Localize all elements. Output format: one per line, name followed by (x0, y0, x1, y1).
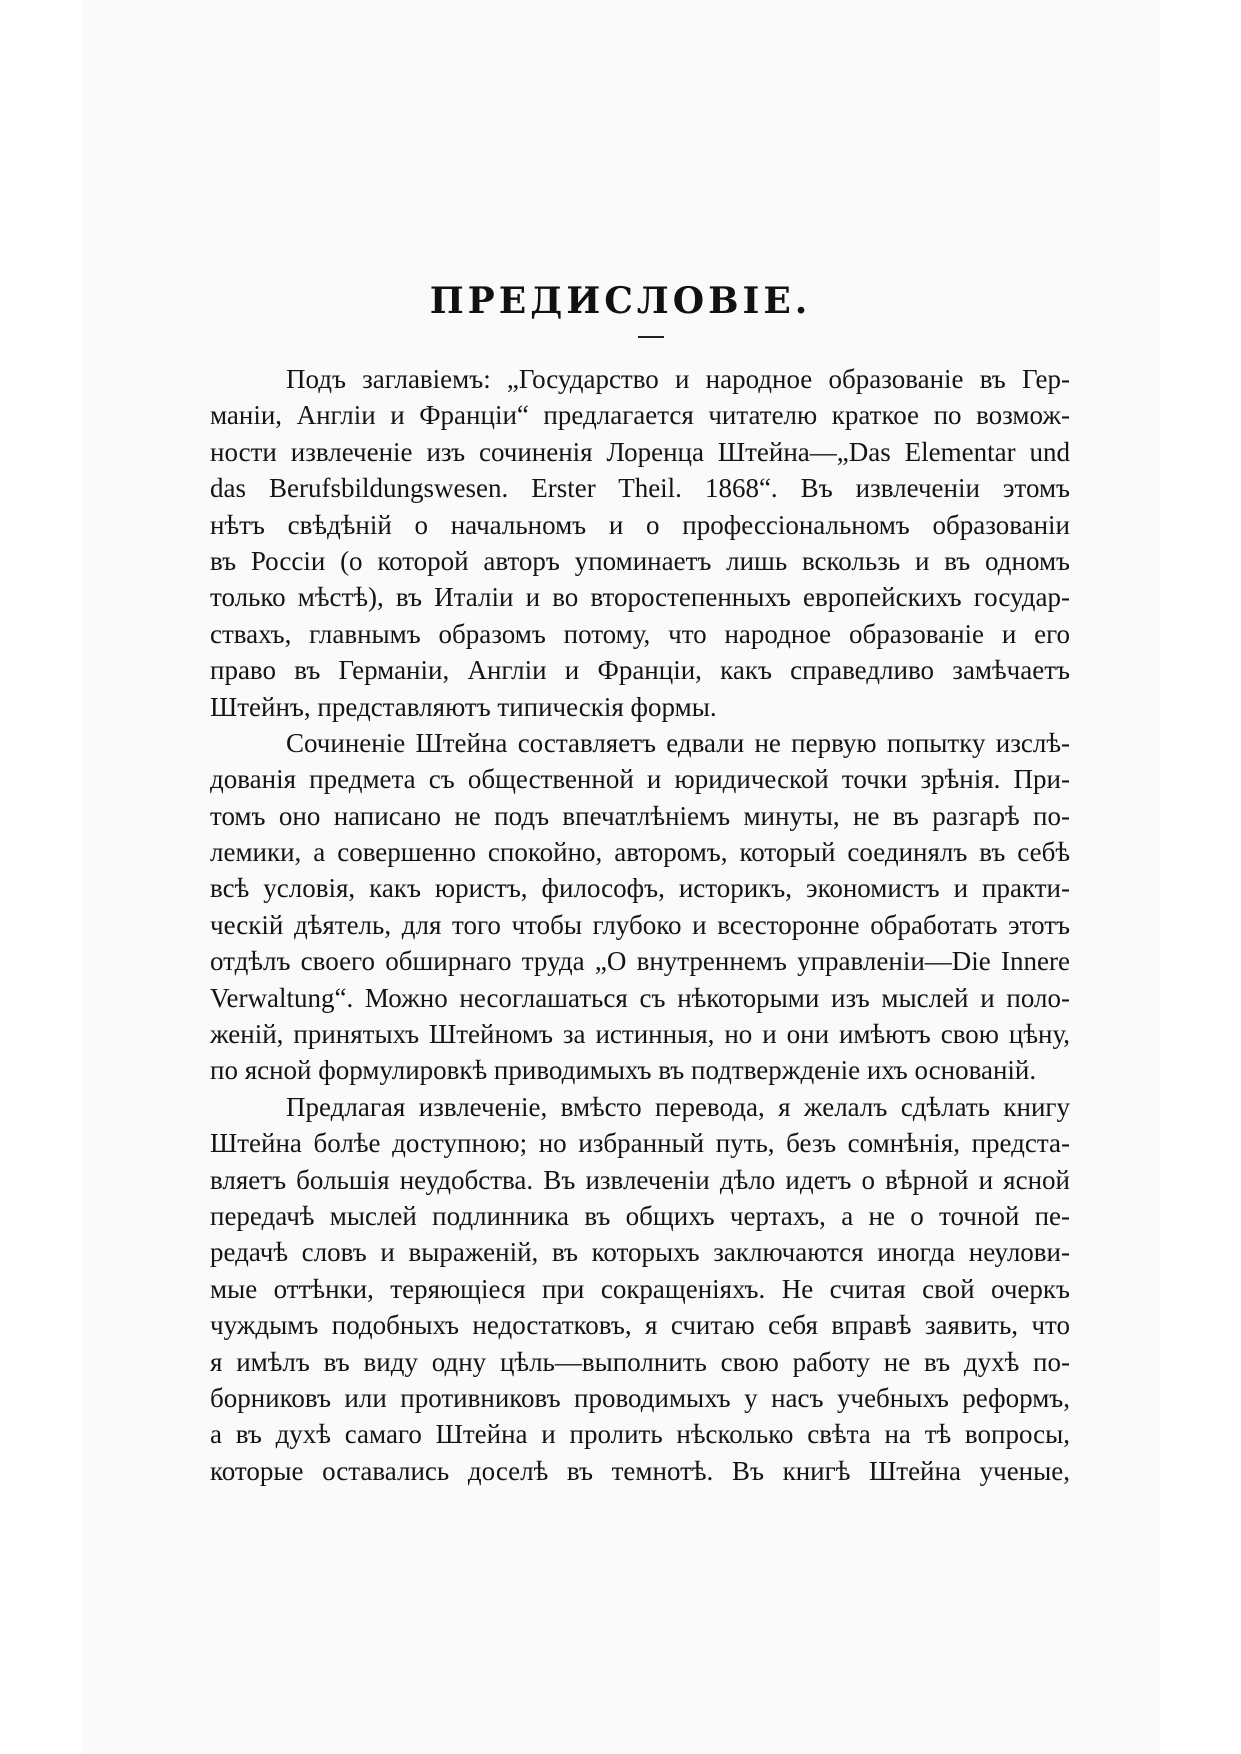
body-text (210, 361, 1070, 1489)
text-line: передачѣ мыслей подлинника въ общихъ чертахъ, а не о точной пе- (210, 1200, 1070, 1231)
text-line: Verwaltung“. Можно несоглашаться съ нѣкоторыми изъ мыслей и поло- (210, 982, 1070, 1013)
text-line: Штейна болѣе доступною; но избранный путь, безъ сомнѣнія, предста- (210, 1128, 1070, 1159)
page-title: ПРЕДИСЛОВІЕ. (429, 280, 812, 322)
text-line: борниковъ или противниковъ проводимыхъ у насъ учебныхъ реформъ, (210, 1382, 1070, 1413)
paragraph-1 (210, 361, 1070, 725)
text-line: только мѣстѣ), въ Италіи и во второстепенныхъ европейскихъ государ- (210, 582, 1070, 613)
text-line: маніи, Англіи и Франціи“ предлагается читателю краткое по возмож- (210, 400, 1070, 431)
text-line: по ясной формулировкѣ приводимыхъ въ подтвержденіе ихъ основаній. (210, 1055, 1037, 1086)
text-line: дованія предмета съ общественной и юридической точки зрѣнія. При- (210, 764, 1070, 795)
paragraph-2 (210, 725, 1070, 1089)
text-line: редачѣ словъ и выраженій, въ которыхъ заключаются иногда неулови- (210, 1237, 1070, 1268)
text-line: томъ оно написано не подъ впечатлѣніемъ минуты, не въ разгарѣ по- (210, 800, 1070, 831)
text-line: мые оттѣнки, теряющіеся при сокращеніяхъ. Не считая свой очеркъ (210, 1273, 1070, 1304)
text-line: das Berufsbildungswesen. Erster Theil. 1868“. Въ извлеченіи этомъ (210, 473, 1070, 504)
text-line: всѣ условія, какъ юристъ, философъ, историкъ, экономистъ и практи- (210, 873, 1070, 904)
text-line: которые оставались доселѣ въ темнотѣ. Въ книгѣ Штейна ученые, (210, 1455, 1070, 1486)
text-line: ствахъ, главнымъ образомъ потому, что народное образованіе и его (210, 618, 1070, 649)
text-line: чуждымъ подобныхъ недостатковъ, я считаю себя вправѣ заявить, что (210, 1310, 1070, 1341)
text-line: Сочиненіе Штейна составляетъ едвали не первую попытку изслѣ- (286, 727, 1070, 758)
title-divider (638, 336, 664, 338)
text-line: я имѣлъ въ виду одну цѣль—выполнить свою работу не въ духѣ по- (210, 1346, 1070, 1377)
text-line: Предлагая извлеченіе, вмѣсто перевода, я желалъ сдѣлать книгу (286, 1091, 1070, 1122)
text-line: лемики, а совершенно спокойно, авторомъ, который соединялъ въ себѣ (210, 837, 1070, 868)
text-line: нѣтъ свѣдѣній о начальномъ и о профессіональномъ образованіи (210, 509, 1070, 540)
text-line: женій, принятыхъ Штейномъ за истинныя, но и они имѣютъ свою цѣну, (210, 1019, 1070, 1050)
text-line: право въ Германіи, Англіи и Франціи, какъ справедливо замѣчаетъ (210, 655, 1070, 686)
text-line: а въ духѣ самаго Штейна и пролить нѣсколько свѣта на тѣ вопросы, (210, 1419, 1070, 1450)
text-line: ческій дѣятель, для того чтобы глубоко и всесторонне обработать этотъ (210, 909, 1070, 940)
text-line: вляетъ большія неудобства. Въ извлеченіи дѣло идетъ о вѣрной и ясной (210, 1164, 1070, 1195)
text-line: ности извлеченіе изъ сочиненія Лоренца Штейна—„Das Elementar und (210, 436, 1070, 467)
text-line: Подъ заглавіемъ: „Государство и народное образованіе въ Гер- (286, 364, 1070, 394)
paragraph-3 (210, 1089, 1070, 1489)
text-line: отдѣлъ своего обширнаго труда „О внутреннемъ управленіи—Die Innere (210, 946, 1070, 977)
text-line: въ Россіи (о которой авторъ упоминаетъ лишь вскользь и въ одномъ (210, 545, 1070, 576)
text-line: Штейнъ, представляютъ типическія формы. (210, 691, 717, 722)
